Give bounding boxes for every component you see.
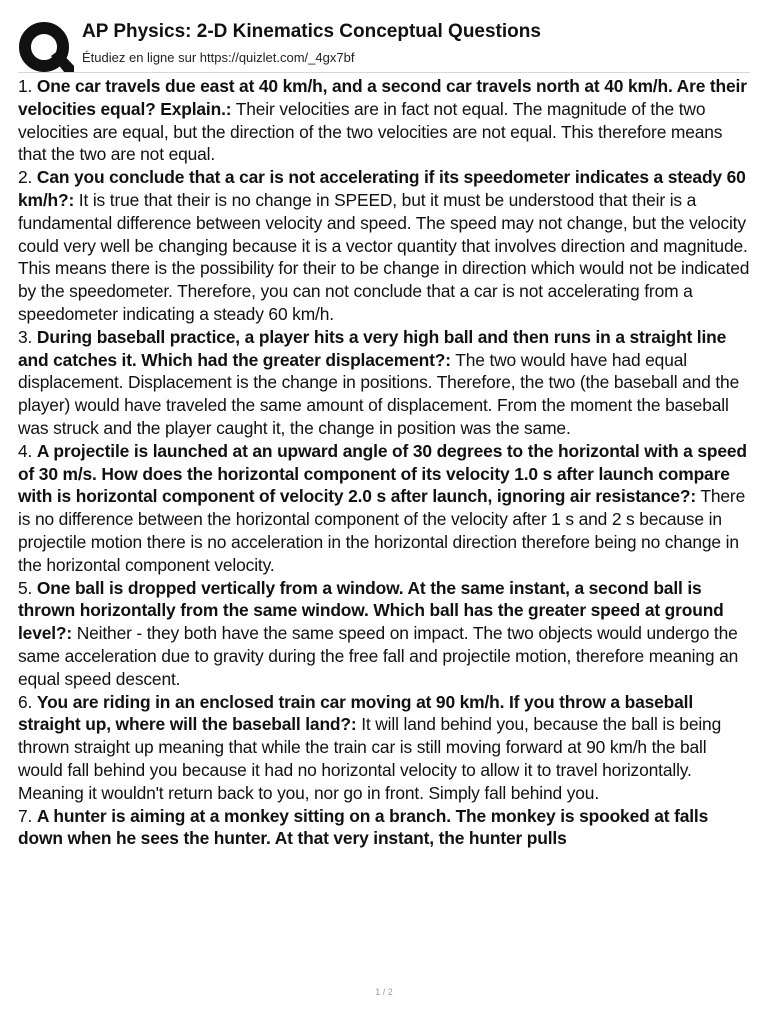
answer-text: It will land behind you, because the ball is being thrown straight up meaning that while the train car is still moving forward at 90 km/h the ball would fall behind you because it had no horizontal velocity to allow it to travel horizontally. Meaning it wouldn't return back to you, nor go in front. Simply fall behind you. bbox=[18, 714, 722, 803]
item-number: 4. bbox=[18, 440, 33, 461]
item-number: 2. bbox=[18, 167, 33, 188]
answer-text: There is no difference between the horizontal component of the velocity after 1 s and 2 s because in projectile motion there is no acceleration in the horizontal direction therefore being no change in the horizontal component velocity. bbox=[18, 486, 746, 575]
document-title: AP Physics: 2-D Kinematics Conceptual Questions bbox=[82, 21, 541, 42]
item-number: 7. bbox=[18, 805, 33, 826]
qa-item-3 bbox=[18, 326, 753, 440]
question-text: One car travels due east at 40 km/h, and a second car travels north at 40 km/h. Are their velocities equal? Explain.: bbox=[18, 76, 747, 119]
qa-item-2 bbox=[18, 166, 753, 326]
question-text: A hunter is aiming at a monkey sitting on a branch. The monkey is spooked at falls down when he sees the hunter. At that very instant, the hunter pulls bbox=[18, 805, 709, 849]
document-header bbox=[18, 18, 750, 76]
item-number: 3. bbox=[18, 326, 33, 347]
question-text: During baseball practice, a player hits a very high ball and then runs in a straight line and catches it. Which had the greater displacement?: bbox=[18, 326, 727, 370]
qa-item-1 bbox=[18, 75, 753, 166]
quizlet-logo-icon bbox=[18, 20, 74, 76]
item-number: 1. bbox=[18, 76, 33, 96]
header-divider bbox=[18, 72, 750, 73]
question-text: One ball is dropped vertically from a window. At the same instant, a second ball is thrown horizontally from the same window. Which ball has the greater speed at ground level?: bbox=[18, 577, 724, 644]
question-text: You are riding in an enclosed train car moving at 90 km/h. If you throw a baseball straight up, where will the baseball land?: bbox=[18, 691, 694, 735]
qa-item-5 bbox=[18, 577, 753, 691]
answer-text: Their velocities are in fact not equal. The magnitude of the two velocities are equal, but the direction of the two velocities are not equal. This therefore means that the two are not equal. bbox=[18, 98, 723, 165]
qa-item-6 bbox=[18, 691, 753, 805]
qa-item-7 bbox=[18, 805, 753, 851]
qa-list bbox=[18, 75, 753, 945]
qa-item-4 bbox=[18, 440, 753, 577]
item-number: 6. bbox=[18, 691, 33, 712]
answer-text: Neither - they both have the same speed on impact. The two objects would undergo the same acceleration due to gravity during the free fall and projectile motion, therefore meaning an equal speed descent. bbox=[18, 623, 739, 689]
document-source-link[interactable]: Étudiez en ligne sur https://quizlet.com/_4gx7bf bbox=[82, 50, 355, 65]
answer-text: The two would have had equal displacement. Displacement is the change in positions. Therefore, the two (the baseball and the player) would have traveled the same amount of displacement. From the moment the baseball was struck and the player caught it, the change in position was the same. bbox=[18, 349, 740, 438]
answer-text: It is true that their is no change in SPEED, but it must be understood that their is a fundamental difference between velocity and speed. The speed may not change, but the velocity could very well be changing because it is a vector quantity that involves direction and magnitude. This means there is the possibility for their to be change in direction which would not be indicated by the speedometer. Therefore, you can not conclude that a car is not accelerating from a speedometer indicating a steady 60 km/h. bbox=[18, 189, 750, 324]
item-number: 5. bbox=[18, 577, 33, 598]
question-text: A projectile is launched at an upward angle of 30 degrees to the horizontal with a speed of 30 m/s. How does the horizontal component of its velocity 1.0 s after launch compare with is horizontal component of velocity 2.0 s after launch, ignoring air resistance?: bbox=[18, 440, 747, 507]
page-number: 1 / 2 bbox=[375, 987, 393, 997]
question-text: Can you conclude that a car is not accelerating if its speedometer indicates a steady 60 km/h?: bbox=[18, 167, 746, 210]
